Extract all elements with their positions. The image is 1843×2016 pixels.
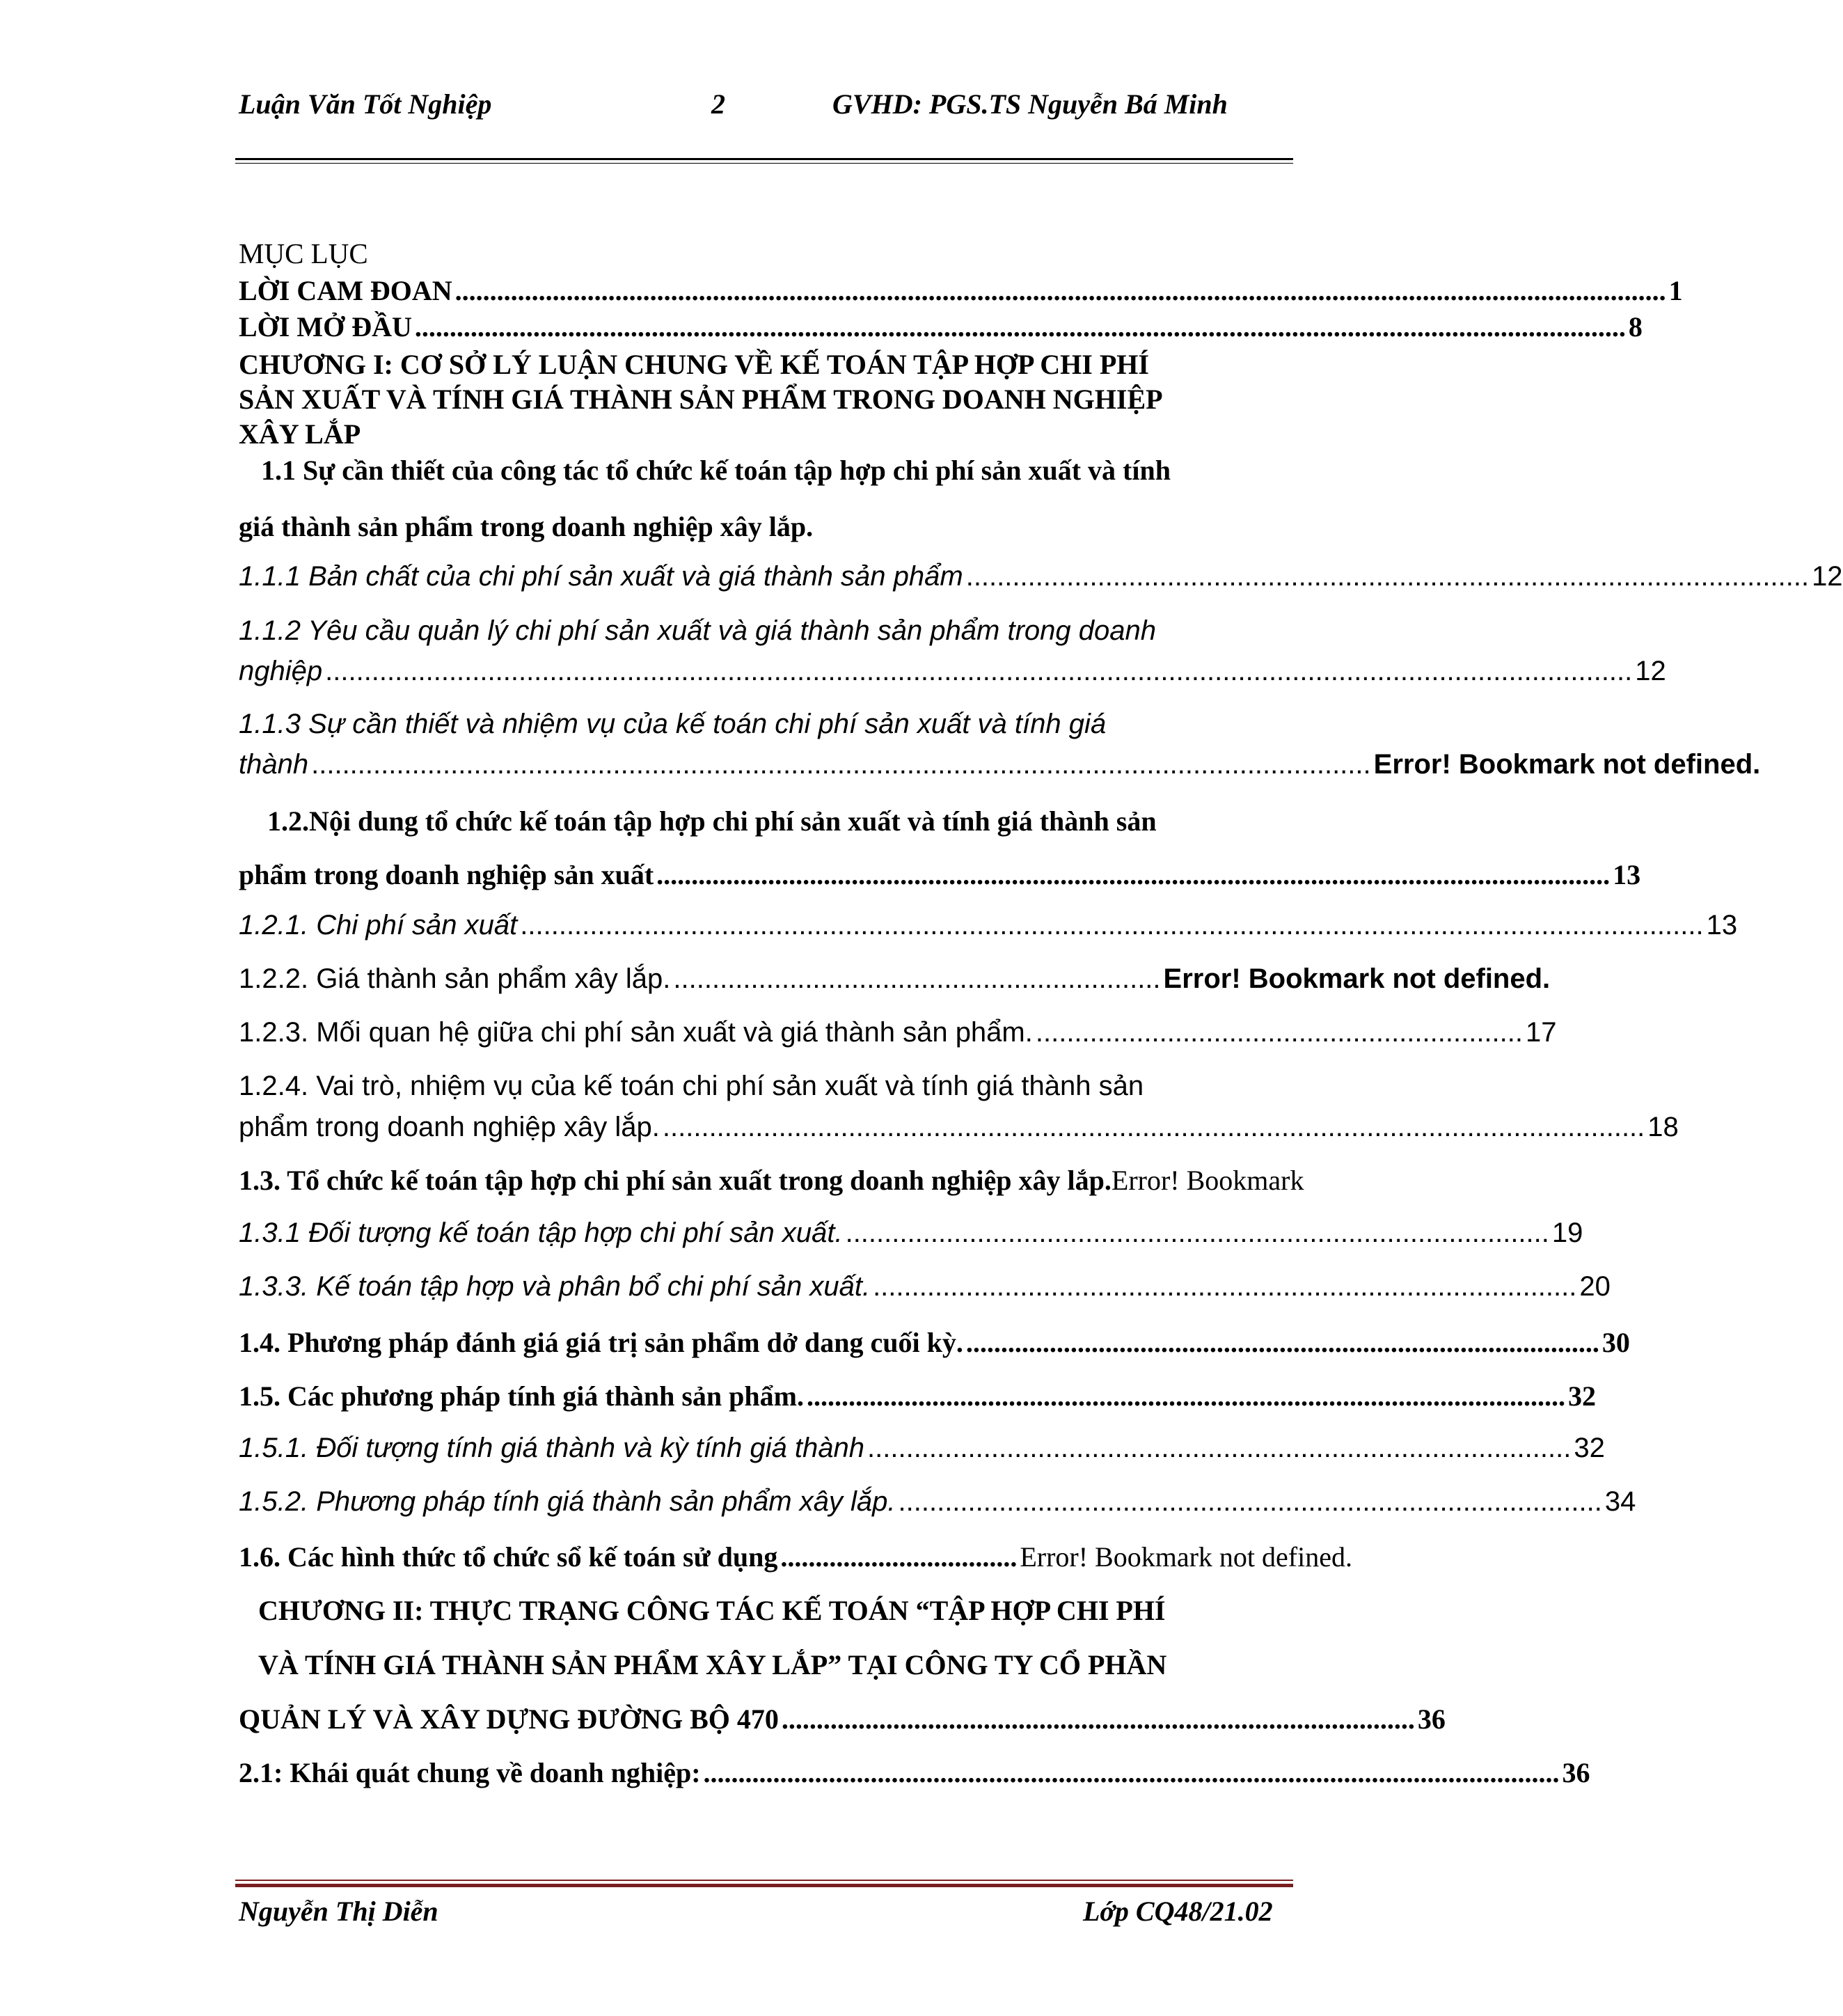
toc-entry-1-6[interactable]: [239, 1541, 1352, 1573]
toc-chapter-line: SẢN XUẤT VÀ TÍNH GIÁ THÀNH SẢN PHẨM TRONG DOANH NGHIỆP: [239, 384, 1163, 415]
toc-section-line: 1.2.Nội dung tổ chức kế toán tập hợp chi phí sản xuất và tính giá thành sản: [267, 805, 1157, 837]
toc-entry-1-3[interactable]: [239, 1164, 1304, 1197]
toc-leader-dots: ...........................................................................................: [781, 1703, 1415, 1735]
toc-entry-label: 1.6. Các hình thức tổ chức sổ kế toán sử dụng: [239, 1541, 778, 1573]
toc-entry-label: 2.1: Khái quát chung về doanh nghiệp:: [239, 1757, 701, 1788]
toc-entry-row: [239, 749, 1761, 780]
toc-entry-2-1[interactable]: [239, 1756, 1590, 1789]
toc-entry-label: 1.1.1 Bản chất của chi phí sản xuất và giá thành sản phẩm: [239, 561, 963, 592]
toc-entry-1-5-2[interactable]: [239, 1486, 1636, 1518]
toc-entry-page: 1: [1668, 275, 1683, 306]
toc-entry-label: 1.3.1 Đối tượng kế toán tập hợp chi phí sản xuất.: [239, 1218, 843, 1248]
toc-entry-page: 32: [1574, 1433, 1605, 1463]
toc-entry-row: [239, 656, 1666, 687]
footer-rule-thin: [235, 1880, 1293, 1881]
toc-chapter-line: CHƯƠNG I: CƠ SỞ LÝ LUẬN CHUNG VỀ KẾ TOÁN TẬP HỢP CHI PHÍ: [239, 349, 1149, 380]
toc-entry-page: 12: [1812, 561, 1843, 592]
toc-entry-error: Error! Bookmark not defined.: [1020, 1541, 1352, 1573]
toc-entry-page: 19: [1551, 1218, 1583, 1248]
footer-class: Lớp CQ48/21.02: [1083, 1896, 1273, 1927]
toc-title: MỤC LỤC: [239, 237, 368, 269]
toc-entry-1-2-3[interactable]: [239, 1017, 1557, 1048]
toc-entry-error: Error! Bookmark not defined.: [1163, 963, 1551, 994]
header-left-title: Luận Văn Tốt Nghiệp: [239, 88, 492, 120]
toc-entry-label: 1.2.2. Giá thành sản phẩm xây lắp.: [239, 963, 671, 994]
toc-entry-label: phẩm trong doanh nghiệp sản xuất: [239, 859, 654, 890]
toc-chapter-line: VÀ TÍNH GIÁ THÀNH SẢN PHẨM XÂY LẮP” TẠI CÔNG TY CỔ PHẦN: [258, 1649, 1167, 1680]
toc-entry-row: [239, 858, 1641, 891]
toc-leader-dots: .........................................................................................................................................: [656, 859, 1611, 890]
toc-section-line: 1.1 Sự cần thiết của công tác tổ chức kế toán tập hợp chi phí sản xuất và tính: [261, 455, 1171, 486]
toc-entry-row: [239, 1112, 1679, 1143]
toc-leader-dots: ..............................................................................................................................................................................: [414, 311, 1626, 342]
toc-chapter-line: XÂY LẮP: [239, 418, 361, 450]
toc-entry-1-4[interactable]: [239, 1326, 1630, 1359]
toc-entry-error: Error! Bookmark: [1111, 1165, 1304, 1196]
toc-entry-page: 13: [1706, 910, 1738, 940]
toc-entry-line: 1.1.3 Sự cần thiết và nhiệm vụ của kế toán chi phí sản xuất và tính giá: [239, 709, 1107, 739]
header-right-advisor: GVHD: PGS.TS Nguyễn Bá Minh: [832, 88, 1228, 120]
header-page-number: 2: [711, 88, 725, 120]
toc-entry-1-2-2[interactable]: [239, 963, 1551, 995]
header-rule-thick: [235, 158, 1293, 160]
toc-entry-loi-mo-dau[interactable]: [239, 310, 1643, 343]
toc-leader-dots: .............................................................................................................: [965, 561, 1810, 592]
toc-entry-page: 8: [1628, 311, 1643, 342]
toc-entry-1-2-1[interactable]: [239, 910, 1738, 941]
toc-leader-dots: ...........................................................................................: [867, 1433, 1572, 1463]
toc-entry-label: 1.2.1. Chi phí sản xuất: [239, 910, 518, 940]
toc-section-line: giá thành sản phẩm trong doanh nghiệp xây lắp.: [239, 511, 814, 542]
toc-chapter-line: CHƯƠNG II: THỰC TRẠNG CÔNG TÁC KẾ TOÁN “TẬP HỢP CHI PHÍ: [258, 1595, 1166, 1626]
toc-leader-dots: ...........................................................................................................................: [703, 1757, 1560, 1788]
toc-entry-label: QUẢN LÝ VÀ XÂY DỰNG ĐƯỜNG BỘ 470: [239, 1703, 779, 1735]
toc-entry-label: 1.3. Tổ chức kế toán tập hợp chi phí sản xuất trong doanh nghiệp xây lắp.: [239, 1165, 1112, 1196]
toc-entry-page: 34: [1604, 1486, 1636, 1517]
toc-entry-label: LỜI CAM ĐOAN: [239, 275, 452, 306]
toc-leader-dots: ...........................................................................................: [873, 1271, 1577, 1302]
toc-entry-1-1-1[interactable]: [239, 561, 1843, 592]
toc-leader-dots: ...............................................................................................................................: [662, 1112, 1645, 1142]
toc-leader-dots: ..................................: [780, 1541, 1018, 1573]
toc-entry-line: 1.1.2 Yêu cầu quản lý chi phí sản xuất và giá thành sản phẩm trong doanh: [239, 615, 1156, 646]
toc-leader-dots: ...............................................................: [1035, 1017, 1523, 1048]
toc-entry-page: 18: [1647, 1112, 1679, 1142]
toc-entry-label: 1.2.3. Mối quan hệ giữa chi phí sản xuất và giá thành sản phẩm.: [239, 1017, 1033, 1048]
toc-leader-dots: ...........................................................................................: [845, 1218, 1549, 1248]
toc-entry-page: 13: [1613, 859, 1641, 890]
toc-entry-line: 1.2.4. Vai trò, nhiệm vụ của kế toán chi phí sản xuất và tính giá thành sản: [239, 1071, 1144, 1101]
toc-leader-dots: .........................................................................................................................................................................: [325, 656, 1633, 686]
toc-entry-label: thành: [239, 749, 309, 780]
toc-entry-page: 30: [1601, 1327, 1630, 1358]
toc-entry-1-3-1[interactable]: [239, 1218, 1583, 1249]
toc-entry-page: 12: [1635, 656, 1666, 686]
toc-leader-dots: .........................................................................................................................................................: [520, 910, 1704, 940]
toc-leader-dots: .............................................................................................................: [807, 1380, 1565, 1412]
toc-entry-label: LỜI MỞ ĐẦU: [239, 311, 412, 342]
toc-entry-label: 1.3.3. Kế toán tập hợp và phân bổ chi phí sản xuất.: [239, 1271, 871, 1302]
header-rule-thin: [235, 163, 1293, 164]
toc-leader-dots: ..............................................................................................................................................................................: [454, 275, 1666, 306]
toc-entry-page: 36: [1417, 1703, 1446, 1735]
toc-entry-page: 36: [1562, 1757, 1590, 1788]
toc-leader-dots: .........................................................................................................................................: [311, 749, 1371, 780]
toc-entry-label: nghiệp: [239, 656, 323, 686]
footer-author: Nguyễn Thị Diễn: [239, 1896, 438, 1927]
toc-entry-label: 1.5.1. Đối tượng tính giá thành và kỳ tính giá thành: [239, 1433, 865, 1463]
toc-entry-loi-cam-doan[interactable]: [239, 274, 1683, 307]
toc-leader-dots: ...........................................................................................: [898, 1486, 1602, 1517]
toc-entry-page: 32: [1568, 1380, 1596, 1412]
toc-entry-1-5[interactable]: [239, 1380, 1596, 1412]
footer-rule-thick: [235, 1884, 1293, 1887]
toc-leader-dots: ...............................................................: [673, 963, 1161, 994]
toc-entry-row: [239, 1703, 1446, 1735]
toc-entry-label: 1.5. Các phương pháp tính giá thành sản phẩm.: [239, 1380, 804, 1412]
toc-entry-page: 20: [1579, 1271, 1611, 1302]
toc-entry-1-5-1[interactable]: [239, 1433, 1605, 1464]
toc-entry-page: 17: [1526, 1017, 1557, 1048]
toc-entry-error: Error! Bookmark not defined.: [1373, 749, 1761, 780]
toc-leader-dots: ...........................................................................................: [965, 1327, 1599, 1358]
toc-entry-1-3-3[interactable]: [239, 1271, 1611, 1302]
toc-entry-label: phẩm trong doanh nghiệp xây lắp.: [239, 1112, 660, 1142]
toc-entry-label: 1.5.2. Phương pháp tính giá thành sản phẩm xây lắp.: [239, 1486, 896, 1517]
toc-entry-label: 1.4. Phương pháp đánh giá giá trị sản phẩm dở dang cuối kỳ.: [239, 1327, 963, 1358]
